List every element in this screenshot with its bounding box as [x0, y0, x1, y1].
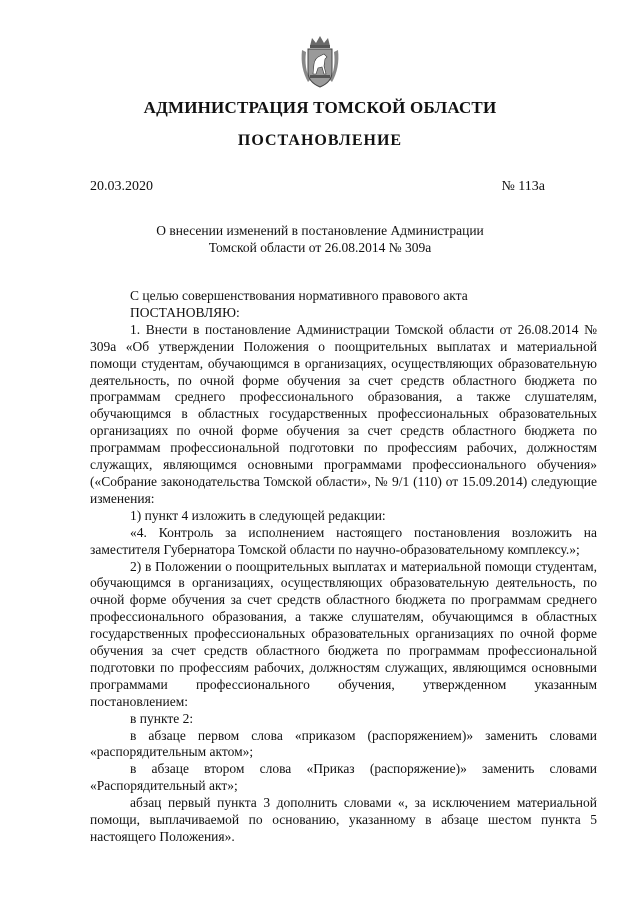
- document-number: № 113а: [501, 179, 545, 194]
- subject-line: О внесении изменений в постановление Администрации: [156, 223, 484, 238]
- body-paragraph: С целью совершенствования нормативного правового акта: [130, 288, 468, 303]
- body-paragraph: 1. Внести в постановление Администрации Томской области от 26.08.2014 № 309а «Об утверждении Положения о поощрительных выплатах и материальной помощи студентам, обучающимся в организациях, осуществляющих образовательную деятельность, по очной форме обучения за счет средств областного бюджета по программам среднего профессионального образования, а также слушателям, обучающимся в областных государственных профессиональных образовательных организациях по очной форме обучения за счет средств областного бюджета по программам профессиональной подготовки по профессиям рабочих, должностям служащих, являющимся основными программами профессионального обучения» («Собрание законодательства Томской области», № 9/1 (110) от 15.09.2014) следующие изменения:: [90, 321, 597, 506]
- document-body: [90, 288, 597, 846]
- document-date: 20.03.2020: [90, 179, 153, 194]
- tomsk-coat-of-arms-icon: [300, 34, 340, 90]
- document-type: ПОСТАНОВЛЕНИЕ: [237, 132, 403, 149]
- body-paragraph: абзац первый пункта 3 дополнить словами «, за исключением материальной помощи, выплачиваемой по основанию, указанному в абзаце шестом пункта 5 настоящего Положения».: [90, 795, 597, 844]
- subject-line: Томской области от 26.08.2014 № 309а: [208, 240, 432, 255]
- body-paragraph: 2) в Положении о поощрительных выплатах и материальной помощи студентам, обучающимся в организациях, осуществляющих образовательную деятельность, по очной форме обучения за счет средств областного бюджета по программам среднего профессионального образования, а также слушателям, обучающимся в областных государственных профессиональных образовательных организациях по очной форме обучения за счет средств областного бюджета по программам профессиональной подготовки по профессиям рабочих, должностям служащих, являющимся основными программами профессионального обучения, утвержденном указанным постановлением:: [90, 558, 597, 709]
- body-paragraph: в абзаце первом слова «приказом (распоряжением)» заменить словами «распорядительным актом»;: [90, 727, 597, 760]
- organization-title: АДМИНИСТРАЦИЯ ТОМСКОЙ ОБЛАСТИ: [143, 98, 497, 117]
- body-paragraph: в абзаце втором слова «Приказ (распоряжение)» заменить словами «Распорядительный акт»;: [90, 761, 597, 794]
- body-paragraph: ПОСТАНОВЛЯЮ:: [130, 304, 240, 320]
- body-paragraph: в пункте 2:: [130, 710, 194, 726]
- body-paragraph: 1) пункт 4 изложить в следующей редакции:: [130, 507, 386, 523]
- document-subject: [150, 222, 490, 256]
- body-paragraph: «4. Контроль за исполнением настоящего постановления возложить на заместителя Губернатора Томской области по научно-образовательному комплексу.»;: [90, 524, 597, 557]
